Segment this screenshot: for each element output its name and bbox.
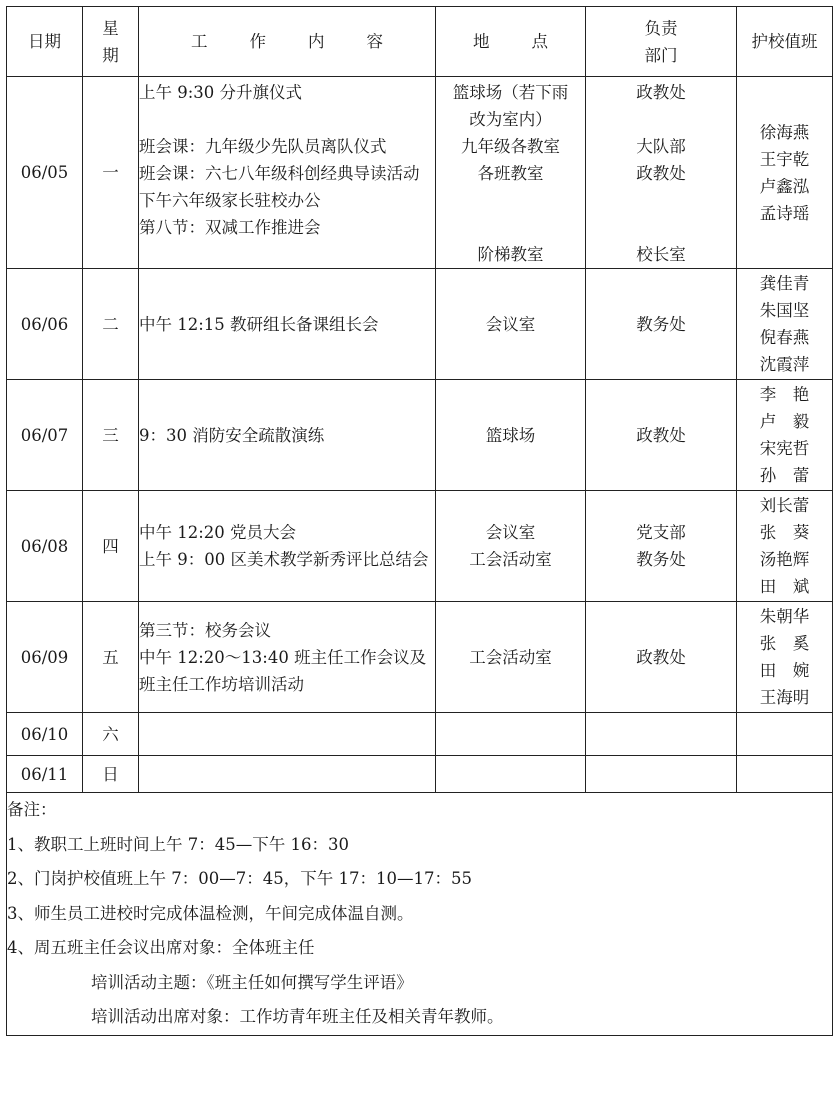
row-dept: [586, 713, 737, 756]
row-location: 篮球场（若下雨 改为室内） 九年级各教室 各班教室 阶梯教室: [436, 77, 586, 269]
remark-sub-item: 培训活动主题：《班主任如何撰写学生评语》: [91, 972, 413, 992]
row-duty: 刘长蕾 张 葵 汤艳辉 田 斌: [737, 491, 833, 602]
row-location: 会议室 工会活动室: [436, 491, 586, 602]
table-row: [7, 713, 833, 756]
header-row: [7, 7, 833, 77]
row-date: 06/08: [7, 491, 83, 602]
row-weekday: 三: [83, 380, 139, 491]
row-date: 06/06: [7, 269, 83, 380]
row-location: 会议室: [436, 269, 586, 380]
row-weekday: 四: [83, 491, 139, 602]
table-row: [7, 380, 833, 491]
row-weekday: 五: [83, 602, 139, 713]
row-duty: [737, 756, 833, 793]
remark-item: 1、教职工上班时间上午 7：45—下午 16：30: [7, 834, 349, 854]
row-weekday: 日: [83, 756, 139, 793]
header-location: 地 点: [436, 7, 586, 77]
row-content: [139, 756, 436, 793]
table-row: [7, 77, 833, 269]
row-date: 06/10: [7, 713, 83, 756]
row-location: [436, 713, 586, 756]
header-work-content: 工 作 内 容: [139, 7, 436, 77]
row-duty: 朱朝华 张 奚 田 婉 王海明: [737, 602, 833, 713]
row-dept: 政教处: [586, 380, 737, 491]
row-location: [436, 756, 586, 793]
row-location: 篮球场: [436, 380, 586, 491]
row-weekday: 二: [83, 269, 139, 380]
remarks-section: [7, 793, 833, 1036]
row-dept: 政教处: [586, 602, 737, 713]
row-content: 9：30 消防安全疏散演练: [139, 380, 436, 491]
row-location: 工会活动室: [436, 602, 586, 713]
row-dept: 党支部 教务处: [586, 491, 737, 602]
row-content: 第三节：校务会议 中午 12:20～13:40 班主任工作会议及班主任工作坊培训活动: [139, 602, 436, 713]
remarks-row: [7, 793, 833, 1036]
table-row: [7, 491, 833, 602]
row-content: 中午 12:15 教研组长备课组长会: [139, 269, 436, 380]
remark-sub-item: 培训活动出席对象：工作坊青年班主任及相关青年教师。: [91, 1007, 504, 1026]
row-date: 06/09: [7, 602, 83, 713]
header-duty: 护校值班: [737, 7, 833, 77]
row-weekday: 一: [83, 77, 139, 269]
weekly-schedule-table: [6, 6, 833, 1036]
remarks-title: 备注：: [7, 800, 57, 819]
row-duty: [737, 713, 833, 756]
table-row: [7, 756, 833, 793]
header-date: 日期: [7, 7, 83, 77]
row-dept: [586, 756, 737, 793]
remark-item: 3、师生员工进校时完成体温检测，午间完成体温自测。: [7, 903, 414, 923]
row-content: [139, 713, 436, 756]
header-weekday: 星 期: [83, 7, 139, 77]
table-row: [7, 602, 833, 713]
row-content: 中午 12:20 党员大会 上午 9：00 区美术教学新秀评比总结会: [139, 491, 436, 602]
header-dept: 负责 部门: [586, 7, 737, 77]
row-date: 06/05: [7, 77, 83, 269]
row-dept: 教务处: [586, 269, 737, 380]
row-date: 06/11: [7, 756, 83, 793]
row-content: 上午 9:30 分升旗仪式 班会课：九年级少先队员离队仪式 班会课：六七八年级科创经典导读活动 下午六年级家长驻校办公 第八节：双减工作推进会: [139, 77, 436, 269]
row-weekday: 六: [83, 713, 139, 756]
remark-item: 2、门岗护校值班上午 7：00—7：45，下午 17：10—17：55: [7, 869, 472, 888]
row-dept: 政教处 大队部 政教处 校长室: [586, 77, 737, 269]
row-duty: 李 艳 卢 毅 宋宪哲 孙 蕾: [737, 380, 833, 491]
row-duty: 龚佳青 朱国坚 倪春燕 沈霞萍: [737, 269, 833, 380]
remark-item: 4、周五班主任会议出席对象：全体班主任: [7, 938, 315, 957]
row-date: 06/07: [7, 380, 83, 491]
table-row: [7, 269, 833, 380]
row-duty: 徐海燕 王宇乾 卢鑫泓 孟诗瑶: [737, 77, 833, 269]
